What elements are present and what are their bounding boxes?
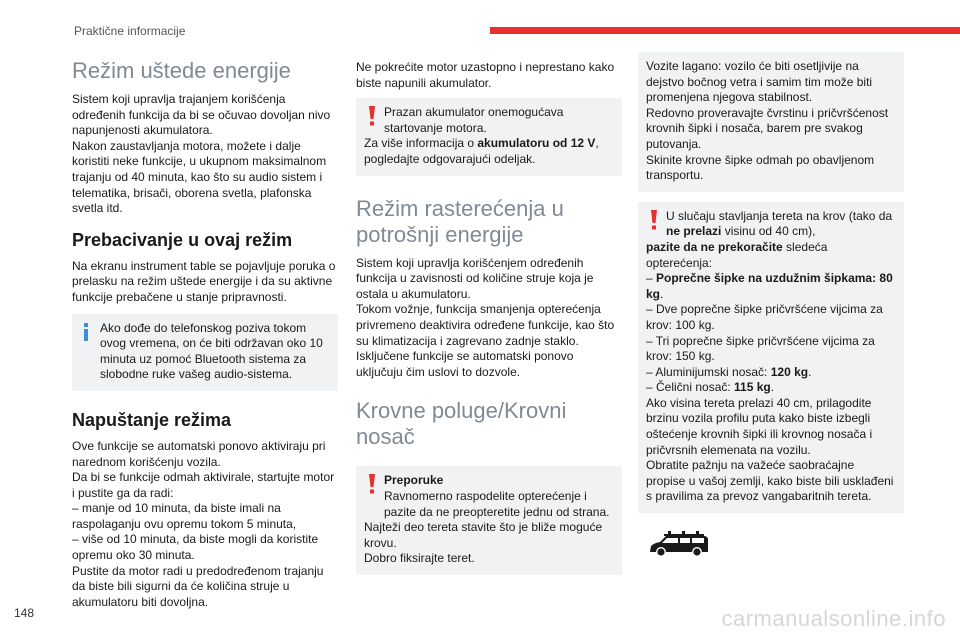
text-run: Za više informacija o bbox=[364, 136, 478, 151]
paragraph: Pustite da motor radi u predodređenom trajanju da biste bili sigurni da će količina struje u akumulatoru biti dovoljna. bbox=[72, 563, 324, 609]
text-run: . bbox=[770, 380, 775, 395]
subsection-title-switching: Prebacivanje u ovaj režim bbox=[72, 229, 293, 250]
recommendations-title: Preporuke bbox=[384, 473, 444, 488]
page-number: 148 bbox=[14, 606, 35, 620]
list-item: – Tri poprečne šipke pričvršćene vijcima za krov: 150 kg. bbox=[646, 333, 875, 364]
paragraph: Isključene funkcije se automatski ponovo uključuju čim uslovi to dozvole. bbox=[356, 349, 574, 379]
recommendation-text: Dobro fiksirajte teret. bbox=[364, 551, 475, 566]
recommendation-text: Ravnomerno raspodelite opterećenje i pazite da ne preopteretite jednu od strana. bbox=[384, 488, 610, 519]
exclamation-warning-icon bbox=[648, 210, 660, 230]
list-item bbox=[646, 365, 896, 381]
list-item: – manje od 10 minuta, da biste imali na raspolaganju ovu opremu tokom 5 minuta, bbox=[72, 501, 297, 531]
info-icon bbox=[82, 323, 90, 341]
paragraph: Na ekranu instrument table se pojavljuje poruka o prelasku na režim uštede energije i da su aktivne funkcije prebačene u stanje pripravnosti. bbox=[72, 258, 336, 304]
bold-reference: akumulatoru od 12 V bbox=[477, 136, 596, 151]
text-bold: pazite da ne prekoračite bbox=[646, 239, 783, 254]
text-bold: Poprečne šipke na uzdužnim šipkama: 80 kg bbox=[646, 271, 893, 301]
paragraph: Sistem koji upravlja korišćenjem određenih funkcija u zavisnosti od količine struje koja je ostala u akumulatoru. bbox=[356, 255, 594, 301]
info-note-box bbox=[72, 314, 338, 391]
exclamation-warning-icon bbox=[366, 474, 378, 494]
section-title-roof-bars: Krovne poluge/Krovni nosač bbox=[356, 398, 567, 450]
advice-text: Redovno proveravajte čvrstinu i pričvršćenost krovnih šipki i nosača, barem pre svakog putovanja. bbox=[646, 105, 889, 151]
section-title-load-shedding: Režim rasterećenja u potrošnji energije bbox=[356, 195, 564, 247]
paragraph: Nakon zaustavljanja motora, možete i dalje koristiti neke funkcije, u ukupnom maksimalnom trajanju od 40 minuta, kao što su audio sistem i telematika, brisači, oborena svetla, plafonska svetla itd. bbox=[72, 138, 327, 216]
paragraph: Ako visina tereta prelazi 40 cm, prilagodite brzinu vozila profilu puta kako biste izbegli oštećenje krovnih šipki ili krovnog nosača i pričvrsnih elemenata na vozilu. bbox=[646, 395, 873, 457]
warning-text: Prazan akumulator onemogućava startovanje motora. bbox=[384, 105, 564, 135]
warning-more-info bbox=[364, 136, 614, 167]
list-item bbox=[646, 271, 896, 302]
text-bold: 115 kg bbox=[734, 380, 771, 395]
text-run: sledeća opterećenja: bbox=[646, 239, 828, 270]
text-run: – bbox=[646, 271, 657, 286]
paragraph: Tokom vožnje, funkcija smanjenja opterećenja privremeno deaktivira određene funkcije, kao što su klimatizacija i zagrevano zadnje staklo. bbox=[356, 302, 615, 348]
column-2 bbox=[356, 52, 622, 589]
paragraph: Ne pokrećite motor uzastopno i neprestano kako biste napunili akumulator. bbox=[356, 60, 615, 90]
paragraph: Da bi se funkcije odmah aktivirale, startujte motor i pustite ga da radi: bbox=[72, 470, 335, 500]
text-run: U slučaju stavljanja tereta na krov (tako da bbox=[666, 208, 893, 223]
advice-text: Vozite lagano: vozilo će biti osetljivije na dejstvo bočnog vetra i samim tim može biti promenjena njegova stabilnost. bbox=[646, 59, 873, 105]
subsection-title-exiting: Napuštanje režima bbox=[72, 409, 232, 430]
paragraph: Sistem koji upravlja trajanjem korišćenja određenih funkcija da bi se očuvao dovoljan nivo napunjenosti akumulatora. bbox=[72, 92, 331, 138]
paragraph: Ove funkcije se automatski ponovo aktiviraju pri narednom korišćenju vozila. bbox=[72, 438, 326, 469]
load-limits-intro bbox=[646, 240, 896, 271]
recommendation-text: Najteži deo tereta stavite što je bliže moguće krovu. bbox=[364, 520, 603, 550]
text-bold: 120 kg bbox=[770, 364, 809, 379]
column-3 bbox=[638, 52, 904, 527]
info-note-text: Ako dođe do telefonskog poziva tokom ovog vremena, on će biti održavan oko 10 minuta uz pomoć Bluetooth sistema za slobodne ruke vašeg audio-sistema. bbox=[100, 320, 323, 382]
recommendations-box bbox=[356, 466, 622, 575]
header-accent-bar bbox=[490, 27, 960, 34]
text-bold: ne prelazi bbox=[666, 224, 722, 239]
text-run: – Aluminijumski nosač: bbox=[646, 364, 771, 379]
list-item bbox=[646, 380, 896, 396]
text-run: , pogledajte odgovarajući odeljak. bbox=[364, 136, 599, 166]
section-title-energy-saving: Režim uštede energije bbox=[72, 58, 291, 83]
load-limits-box bbox=[638, 202, 904, 513]
text-run: – Čelični nosač: bbox=[646, 380, 735, 395]
list-item: – više od 10 minuta, da biste mogli da koristite opremu oko 30 minuta. bbox=[72, 532, 319, 563]
paragraph: Obratite pažnju na važeće saobraćajne propise u vašoj zemlji, kako biste bili usklađeni s pravilima za prevoz vangabaritnih tereta. bbox=[646, 458, 894, 504]
van-with-roof-bars-icon bbox=[648, 530, 710, 560]
driving-advice-box bbox=[638, 52, 904, 192]
text-run: visinu od 40 cm), bbox=[721, 224, 816, 239]
advice-text: Skinite krovne šipke odmah po obavljenom transportu. bbox=[646, 152, 875, 183]
warning-box-battery bbox=[356, 98, 622, 175]
list-item: – Dve poprečne šipke pričvršćene vijcima za krov: 100 kg. bbox=[646, 302, 883, 332]
exclamation-warning-icon bbox=[366, 106, 378, 126]
running-header: Praktične informacije bbox=[74, 24, 186, 38]
column-1 bbox=[72, 52, 338, 610]
text-run: . bbox=[660, 286, 664, 301]
text-run: . bbox=[808, 364, 812, 379]
watermark: carmanualsonline.info bbox=[721, 606, 946, 631]
